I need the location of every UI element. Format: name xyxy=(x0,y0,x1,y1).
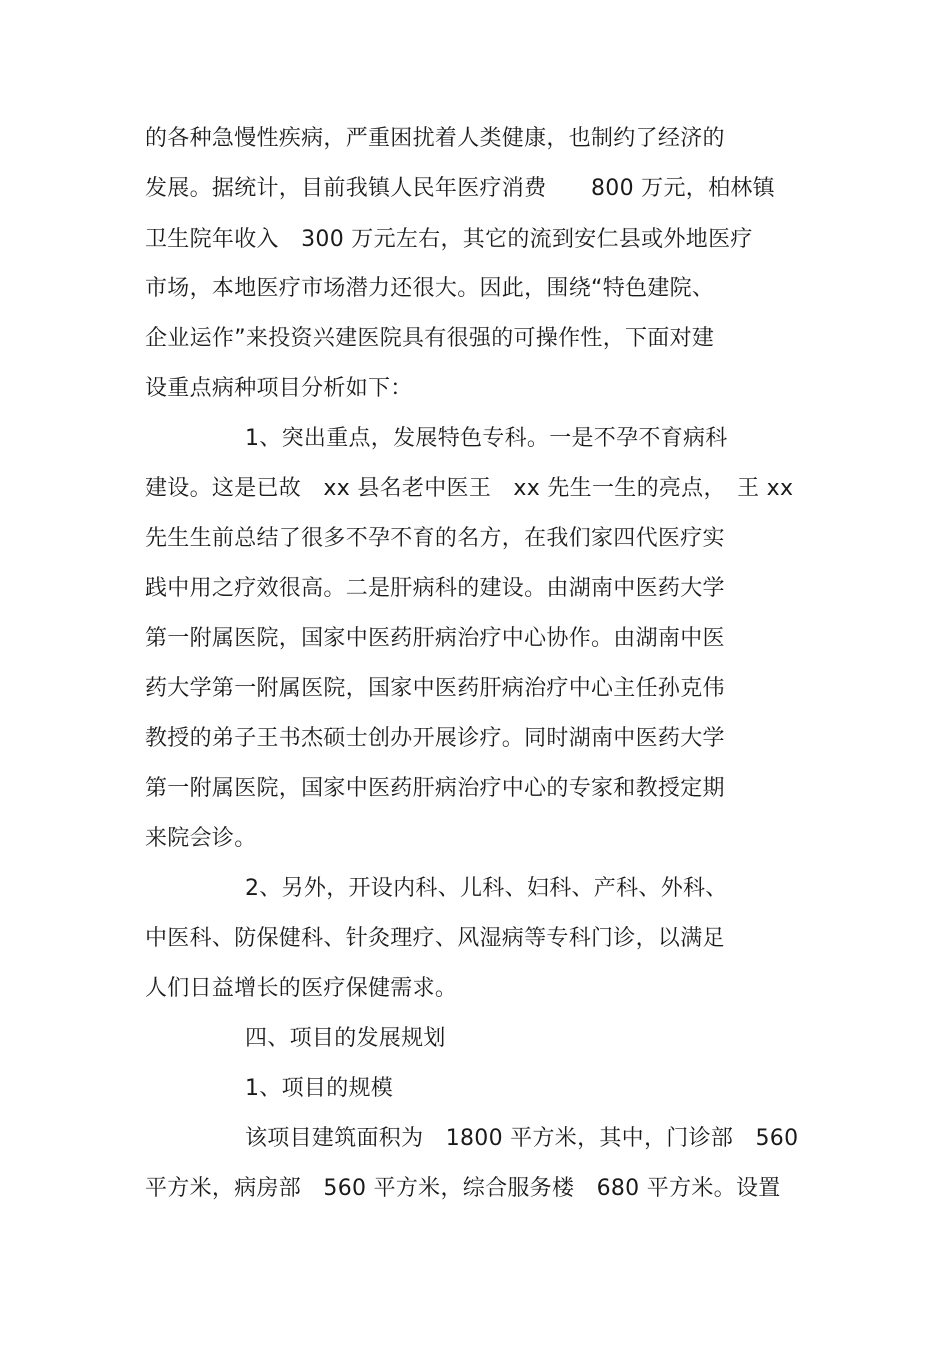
text-line: 中医科、防保健科、针灸理疗、风湿病等专科门诊，以满足 xyxy=(145,926,725,951)
text-line: 人们日益增长的医疗保健需求。 xyxy=(145,976,458,1001)
text-line: 践中用之疗效很高。二是肝病科的建设。由湖南中医药大学 xyxy=(145,576,725,601)
text-line: 第一附属医院，国家中医药肝病治疗中心的专家和教授定期 xyxy=(145,776,725,801)
paragraph-start-line: 2、另外，开设内科、儿科、妇科、产科、外科、 xyxy=(245,876,728,901)
text-line: 建设。这是已故 xx 县名老中医王 xx 先生一生的亮点， 王 xx xyxy=(145,476,794,501)
text-line: 先生生前总结了很多不孕不育的名方，在我们家四代医疗实 xyxy=(145,526,725,551)
text-line: 发展。据统计，目前我镇人民年医疗消费 800 万元，柏林镇 xyxy=(145,176,775,201)
text-line: 的各种急慢性疾病，严重困扰着人类健康，也制约了经济的 xyxy=(145,126,725,151)
text-line: 来院会诊。 xyxy=(145,826,257,851)
text-line: 设重点病种项目分析如下： xyxy=(145,376,413,401)
text-line: 卫生院年收入 300 万元左右，其它的流到安仁县或外地医疗 xyxy=(145,227,753,252)
text-line: 教授的弟子王书杰硕士创办开展诊疗。同时湖南中医药大学 xyxy=(145,726,725,751)
subsection-heading: 1、项目的规模 xyxy=(245,1076,394,1101)
paragraph-start-line: 1、突出重点，发展特色专科。一是不孕不育病科 xyxy=(245,426,728,451)
paragraph-start-line: 该项目建筑面积为 1800 平方米，其中，门诊部 560 xyxy=(245,1126,799,1151)
text-line: 企业运作”来投资兴建医院具有很强的可操作性，下面对建 xyxy=(145,326,715,351)
text-line: 药大学第一附属医院，国家中医药肝病治疗中心主任孙克伟 xyxy=(145,676,725,701)
text-line: 第一附属医院，国家中医药肝病治疗中心协作。由湖南中医 xyxy=(145,626,725,651)
text-line: 平方米，病房部 560 平方米，综合服务楼 680 平方米。设置 xyxy=(145,1176,781,1201)
section-heading: 四、项目的发展规划 xyxy=(245,1026,446,1051)
text-line: 市场，本地医疗市场潜力还很大。因此，围绕“特色建院、 xyxy=(145,276,715,301)
